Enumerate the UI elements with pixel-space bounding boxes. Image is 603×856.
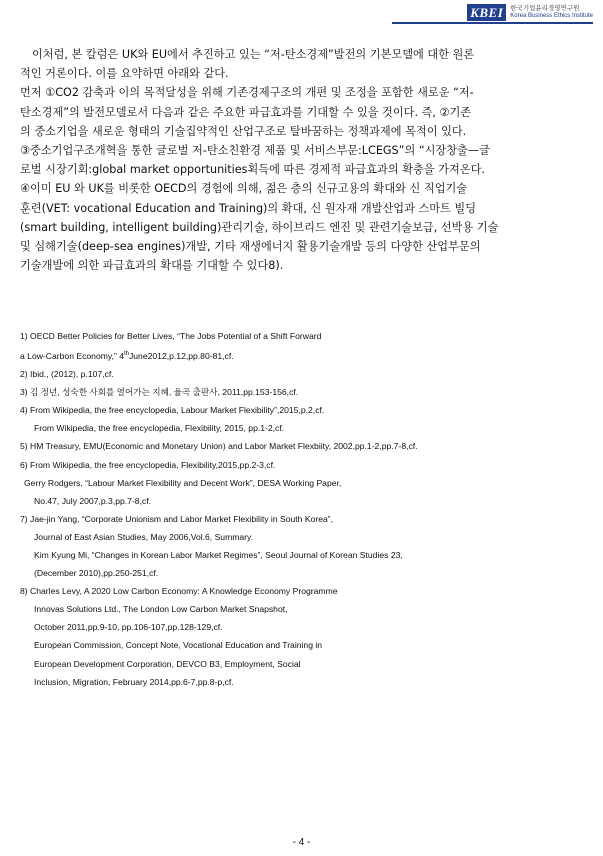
paragraph-2-line: 의 중소기업을 새로운 형태의 기술집약적인 산업구조로 탈바꿈하는 정책과제에 목적이 있다. bbox=[20, 124, 467, 138]
paragraph-2-line: (smart building, intelligent building)관리기술, 하이브리드 엔진 및 관련기술보급, 선박용 기술 bbox=[20, 220, 499, 234]
header-rule bbox=[392, 22, 593, 24]
paragraph-2-line: 기술개발에 의한 파급효과의 확대를 기대할 수 있다8). bbox=[20, 259, 284, 273]
footnote-line: European Development Corporation, DEVCO B3, Employment, Social bbox=[34, 658, 301, 669]
footnote-line: 1) OECD Better Policies for Better Lives, “The Jobs Potential of a Shift Forward bbox=[20, 331, 322, 341]
body-text bbox=[20, 45, 575, 275]
footnote-line: October 2011,pp.9-10, pp.106-107,pp.128-129,cf. bbox=[34, 622, 223, 633]
footnotes bbox=[20, 327, 590, 691]
paragraph-1-line: 이처럼, 본 칼럼은 UK와 EU에서 추진하고 있는 “저-탄소경제”발전의 기본모델에 대한 원론 bbox=[32, 48, 475, 61]
footnote-line: Gerry Rodgers, “Labour Market Flexibility and Decent Work”, DESA Working Paper, bbox=[24, 477, 342, 488]
footnote-line: 8) Charles Levy, A 2020 Low Carbon Economy: A Knowledge Economy Programme bbox=[20, 586, 338, 597]
footnote-line: a Low-Carbon Economy,” 4thJune2012,p.12,pp.80-81,cf. bbox=[20, 350, 234, 361]
footnote-line: From Wikipedia, the free encyclopedia, Flexibility, 2015, pp.1-2,cf. bbox=[34, 423, 285, 434]
logo-text bbox=[510, 4, 593, 20]
footnote-line: 4) From Wikipedia, the free encyclopedia, Labour Market Flexibility”,2015,p.2,cf. bbox=[20, 405, 325, 416]
paragraph-2-line: 로벌 시장기회:global market opportunities획득에 따른 경제적 파급효과의 확충을 가져온다. bbox=[20, 163, 485, 177]
footnote-line: 5) HM Treasury, EMU(Economic and Monetary Union) and Labor Market Flexbiity, 2002,pp.1-2,pp.7-8,cf. bbox=[20, 441, 418, 452]
footnote-line: Kim Kyung Mi, “Changes in Korean Labor Market Regimes”, Seoul Journal of Korean Studies 23, bbox=[34, 549, 403, 560]
footnote-line: Journal of East Asian Studies, May 2006,Vol.6, Summary. bbox=[34, 531, 254, 542]
paragraph-2-line: ④이미 EU 와 UK를 비롯한 OECD의 경험에 의해, 젊은 층의 신규고용의 확대와 신 직업기술 bbox=[20, 182, 468, 196]
footnote-line: 2) Ibid., (2012), p.107,cf. bbox=[20, 369, 114, 380]
paragraph-2-line: ③중소기업구조개혁을 통한 글로벌 저-탄소친환경 제품 및 서비스부문:LCEGS”의 “시장창출—글 bbox=[20, 144, 490, 158]
logo-mark: KBEI bbox=[467, 4, 506, 21]
footnote-line: No.47, July 2007,p.3,pp.7-8,cf. bbox=[34, 495, 152, 506]
header-logo bbox=[467, 2, 593, 22]
footnote-line: European Commission, Concept Note, Vocational Education and Training in bbox=[34, 640, 323, 651]
footnote-line: Innovas Solutions Ltd., The London Low Carbon Market Snapshot, bbox=[34, 604, 288, 615]
paragraph-2-line: 훈련(VET: vocational Education and Training)의 확대, 신 원자재 개발산업과 스마트 빌딩 bbox=[20, 201, 477, 215]
paragraph-2-line: 먼저 ①CO2 감축과 이의 목적달성을 위해 기존경제구조의 개편 및 조정을 포함한 새로운 “저- bbox=[20, 86, 474, 100]
org-name-english: Korea Business Ethics Institute bbox=[510, 13, 593, 19]
paragraph-2-line: 탄소경제”의 발전모델로서 다음과 같은 주요한 파급효과를 기대할 수 있을 것이다. 즉, ②기존 bbox=[20, 105, 472, 119]
org-name-korean: 한국기업윤리경영연구원 bbox=[510, 4, 580, 12]
paragraph-2-line: 및 심해기술(deep-sea engines)개발, 기타 재생에너지 활용기술개발 등의 다양한 산업부문의 bbox=[20, 240, 481, 254]
footnote-line: Inclusion, Migration, February 2014,pp.6-7,pp.8-p,cf. bbox=[34, 676, 234, 687]
footnote-line: 6) From Wikipedia, the free encyclopedia, Flexibility,2015,pp.2-3,cf. bbox=[20, 459, 276, 470]
paragraph-1-line: 적인 거론이다. 이를 요약하면 아래와 같다. bbox=[20, 67, 229, 81]
footnote-line: (December 2010),pp.250-251,cf. bbox=[34, 568, 159, 579]
footnote-line: 3) 김 정년, 성숙한 사회를 열어가는 지혜, 율곡 출판사, 2011,pp.153-156,cf. bbox=[20, 387, 299, 398]
footnote-line: 7) Jae-jin Yang, “Corporate Unionism and Labor Market Flexibility in South Korea”, bbox=[20, 513, 334, 524]
page-number: - 4 - bbox=[292, 837, 311, 848]
